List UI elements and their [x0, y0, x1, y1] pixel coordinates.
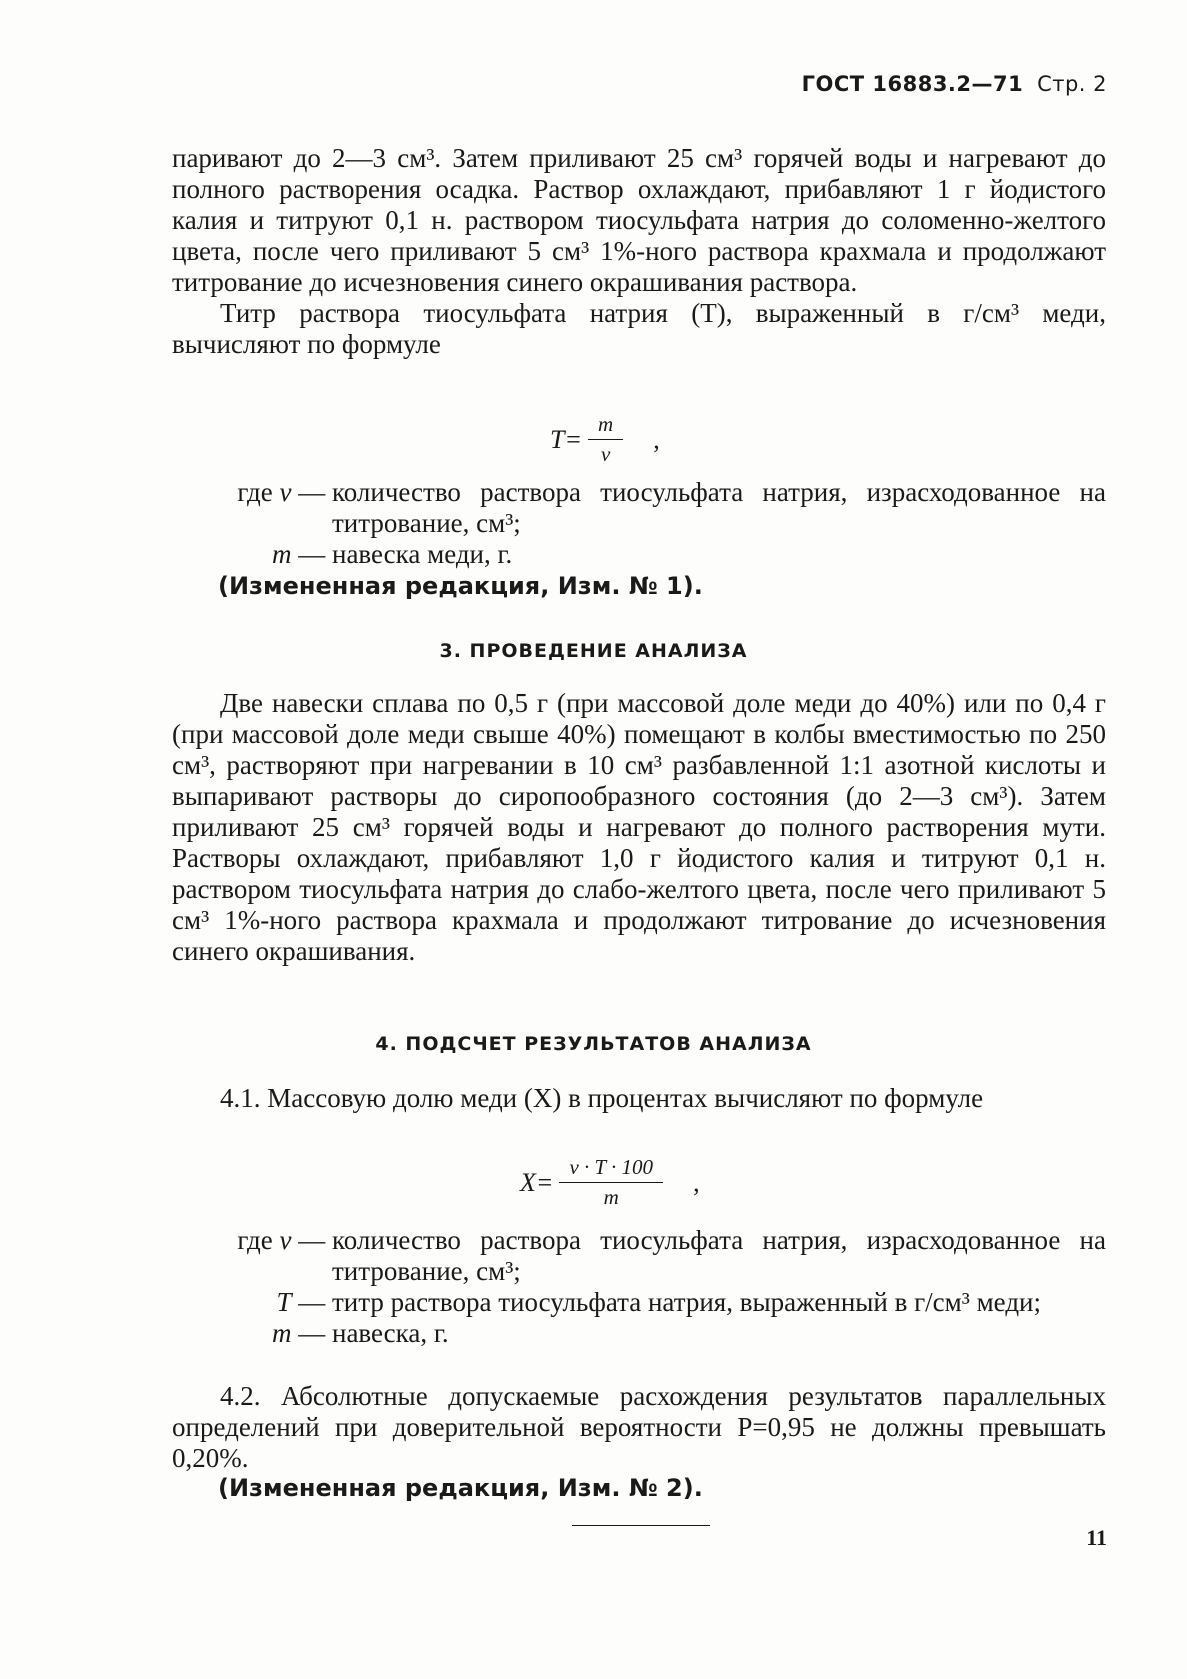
section2-continuation: [172, 143, 1106, 360]
standard-number: ГОСТ 16883.2—71: [801, 72, 1024, 96]
formula-denominator: v: [600, 442, 611, 466]
section4-tolerance: [172, 1381, 1106, 1474]
formula-comma: ,: [693, 1167, 700, 1197]
titer-formula: [550, 412, 660, 467]
definition-symbol: где v —: [237, 477, 332, 507]
page-header: [802, 72, 1107, 96]
formula-definitions: [172, 477, 1106, 570]
edit-note: (Измененная редакция, Изм. № 1).: [218, 572, 703, 600]
definition-symbol: m —: [272, 539, 332, 569]
formula-lhs: X=: [520, 1167, 554, 1197]
formula-fraction: [588, 412, 623, 467]
definition-symbol: m —: [272, 1318, 332, 1348]
section-heading: 3. ПРОВЕДЕНИЕ АНАЛИЗА: [439, 640, 748, 662]
definition-row: [172, 1318, 1106, 1349]
paragraph: Титр раствора тиосульфата натрия (T), выраженный в г/см³ меди, вычисляют по формуле: [172, 298, 1106, 359]
formula-numerator: v · T · 100: [559, 1155, 663, 1183]
definition-symbol: где v —: [237, 1225, 332, 1255]
definition-text: навеска, г.: [332, 1318, 449, 1348]
paragraph: 4.1. Массовую долю меди (X) в процентах вычисляют по формуле: [220, 1083, 984, 1113]
formula-definitions: [172, 1225, 1106, 1349]
page-reference: Стр. 2: [1037, 72, 1107, 96]
formula-denominator: m: [603, 1185, 619, 1209]
page-number: 11: [1086, 1525, 1107, 1550]
formula-fraction: [559, 1155, 663, 1210]
definition-text: количество раствора тиосульфата натрия, израсходованное на титрование, см³;: [332, 477, 1106, 538]
definition-text: количество раствора тиосульфата натрия, израсходованное на титрование, см³;: [332, 1225, 1106, 1286]
formula-numerator: m: [588, 412, 623, 440]
paragraph: паривают до 2—3 см³. Затем приливают 25 см³ горячей воды и нагревают до полного растворения осадка. Раствор охлаждают, прибавляют 1 г йодистого калия и титруют 0,1 н. раствором тиосульфата натрия до соломенно-желтого цвета, после чего приливают 5 см³ 1%-ного раствора крахмала и продолжают титрование до исчезновения синего окрашивания раствора.: [172, 143, 1106, 297]
section-heading: 4. ПОДСЧЕТ РЕЗУЛЬТАТОВ АНАЛИЗА: [375, 1033, 812, 1055]
definition-row: [172, 477, 1106, 539]
definition-text: титр раствора тиосульфата натрия, выраженный в г/см³ меди;: [332, 1287, 1042, 1317]
section4-body: [172, 1083, 1106, 1114]
definition-text: навеска меди, г.: [332, 539, 513, 569]
paragraph: 4.2. Абсолютные допускаемые расхождения результатов параллельных определений при доверительной вероятности P=0,95 не должны превышать 0,20%.: [172, 1381, 1106, 1473]
definition-row: [172, 1225, 1106, 1287]
formula-lhs: T=: [550, 424, 583, 454]
section3-body: [172, 688, 1106, 967]
definition-row: [172, 1287, 1106, 1318]
edit-note: (Измененная редакция, Изм. № 2).: [218, 1474, 703, 1502]
mass-fraction-formula: [520, 1155, 700, 1210]
formula-comma: ,: [653, 424, 660, 454]
definition-symbol: T —: [276, 1287, 332, 1317]
paragraph: Две навески сплава по 0,5 г (при массовой доле меди до 40%) или по 0,4 г (при массовой доле меди свыше 40%) помещают в колбы вместимостью по 250 см³, растворяют при нагревании в 10 см³ разбавленной 1:1 азотной кислоты и выпаривают растворы до сиропообразного состояния (до 2—3 см³). Затем приливают 25 см³ горячей воды и нагревают до полного растворения мути. Растворы охлаждают, прибавляют 1,0 г йодистого калия и титруют 0,1 н. раствором тиосульфата натрия до слабо-желтого цвета, после чего приливают 5 см³ 1%-ного раствора крахмала и продолжают титрование до исчезновения синего окрашивания.: [172, 688, 1106, 966]
definition-row: [172, 539, 1106, 570]
footer-rule: [572, 1525, 710, 1526]
